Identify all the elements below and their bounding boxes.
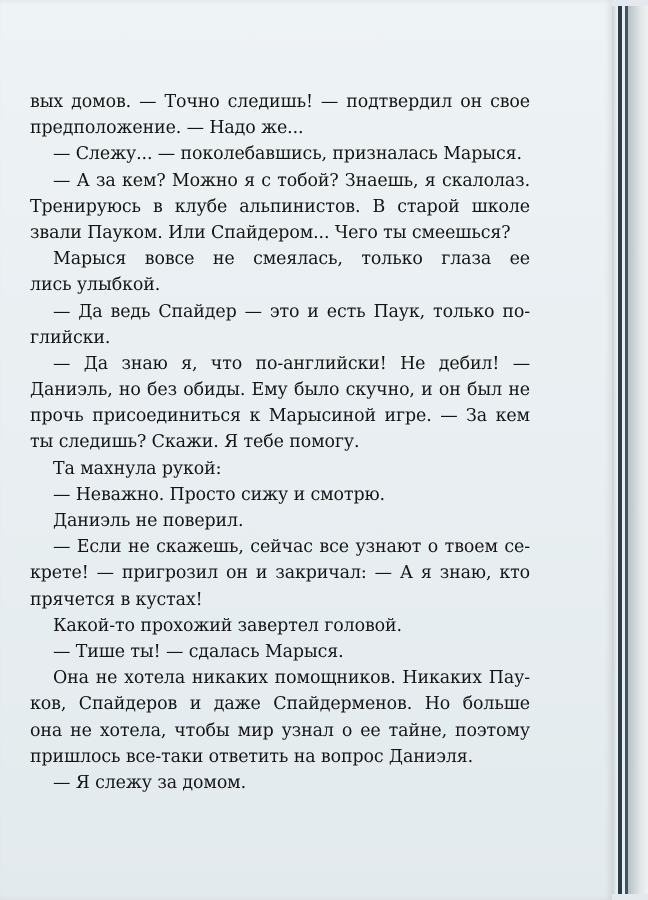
paragraph	[30, 246, 530, 298]
paragraph	[30, 299, 530, 351]
text-line: — Неважно. Просто сижу и смотрю.	[53, 484, 385, 505]
paragraph	[30, 508, 530, 534]
text-line: звали Пауком. Или Спайдером... Чего ты смеешься?	[30, 222, 511, 243]
text-line: — Я слежу за домом.	[53, 772, 247, 793]
text-line: Даниэль не поверил.	[53, 511, 244, 531]
text-line: Та махнула рукой:	[53, 458, 222, 479]
text-line: она не хотела, чтобы мир узнал о ее тайне, поэтому	[30, 720, 530, 741]
text-line: — Да знаю я, что по-английски! Не дебил! —	[53, 353, 530, 374]
text-line: — Тише ты! — сдалась Марыся.	[53, 641, 344, 662]
paragraph	[30, 456, 530, 482]
page-edge	[628, 6, 648, 894]
paragraph	[30, 665, 530, 770]
text-line: глийски.	[30, 327, 111, 348]
paragraph	[30, 89, 530, 141]
paragraph	[30, 613, 530, 639]
paragraph	[30, 482, 530, 508]
text-line: — А за кем? Можно я с тобой? Знаешь, я скалолаз.	[53, 170, 530, 191]
text-line: прочь присоединиться к Марысиной игре. — За кем	[30, 406, 530, 427]
page-edges	[612, 6, 648, 894]
text-line: пришлось все-таки ответить на вопрос Даниэля.	[30, 746, 474, 767]
paragraph	[30, 168, 530, 247]
text-line: — Слежу... — поколебавшись, призналась Марыся.	[53, 144, 522, 165]
text-line: вых домов. — Точно следишь! — подтвердил он свое	[30, 92, 530, 112]
paragraph	[30, 534, 530, 613]
text-line: Марыся вовсе не смеялась, только глаза ее	[53, 249, 530, 270]
text-line: прячется в кустах!	[30, 589, 203, 610]
text-line: ты следишь? Скажи. Я тебе помогу.	[30, 432, 360, 453]
text-line: Она не хотела никаких помощников. Никаких Пау-	[53, 668, 530, 689]
paragraph	[30, 639, 530, 665]
text-line: предположение. — Надо же...	[30, 118, 304, 139]
text-line: крете! — пригрозил он и закричал: — А я знаю, кто	[30, 563, 530, 584]
text-line: — Если не скажешь, сейчас все узнают о твоем се-	[53, 537, 530, 558]
text-line: Какой-то прохожий завертел головой.	[53, 615, 402, 636]
text-line: Тренируюсь в клубе альпинистов. В старой школе	[30, 196, 530, 217]
text-line: Даниэль, но без обиды. Ему было скучно, и он был не	[30, 380, 530, 401]
page-text	[30, 89, 530, 796]
text-line: ков, Спайдеров и даже Спайдерменов. Но больше	[30, 694, 530, 715]
paragraph	[30, 351, 530, 456]
text-line: лись улыбкой.	[30, 275, 161, 296]
paragraph	[30, 770, 530, 796]
text-line: — Да ведь Спайдер — это и есть Паук, только по-	[53, 301, 530, 322]
paragraph	[30, 141, 530, 167]
